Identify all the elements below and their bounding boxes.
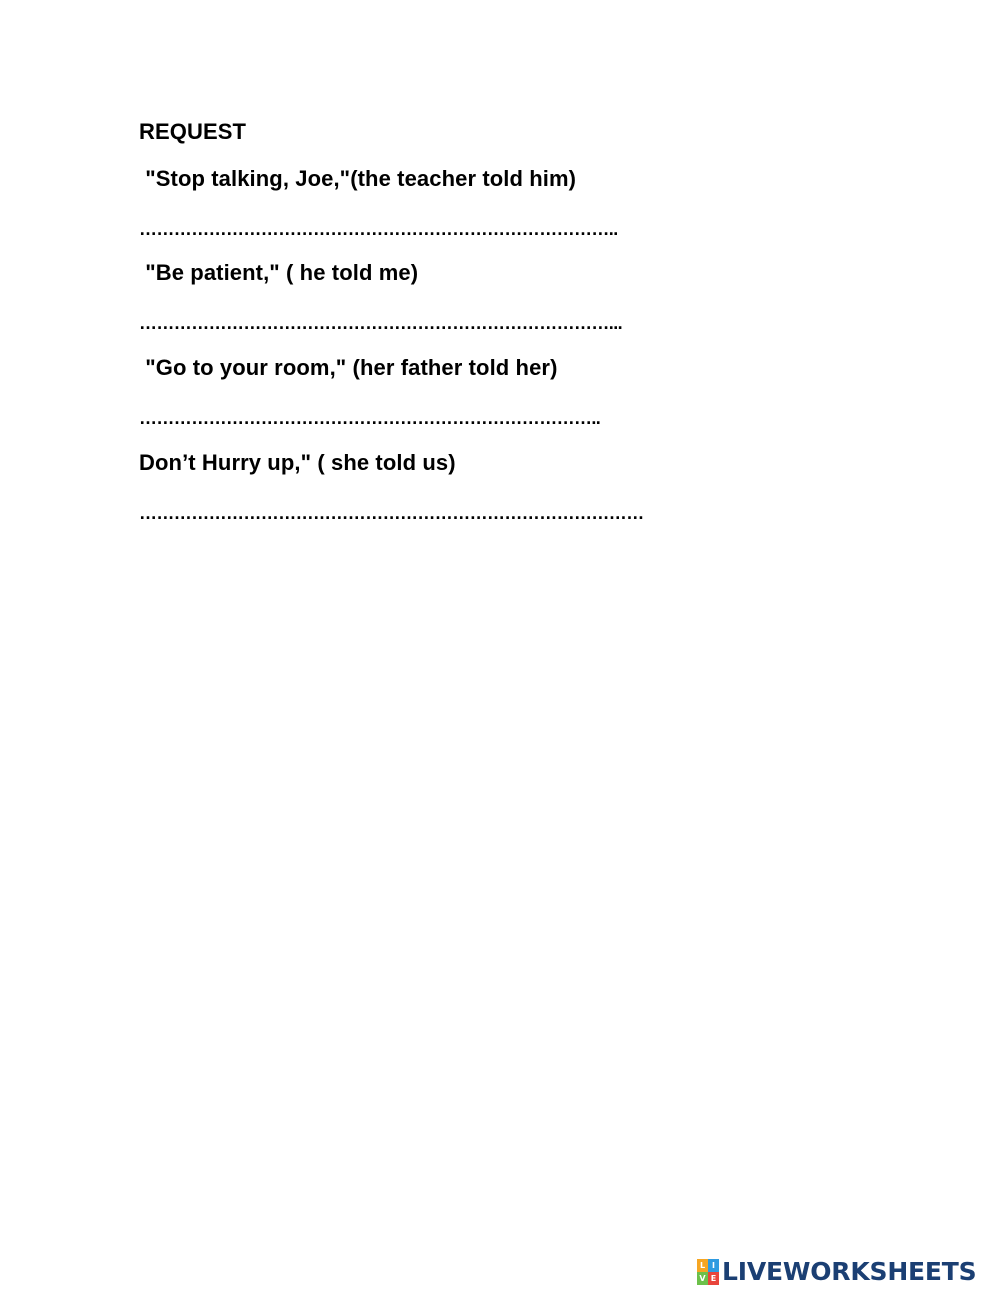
request-prompt-2: "Be patient," ( he told me) bbox=[139, 260, 419, 285]
liveworksheets-logo bbox=[697, 1258, 976, 1286]
worksheet-heading: REQUEST bbox=[139, 119, 247, 144]
logo-badge-letter: L bbox=[697, 1259, 708, 1272]
request-prompt-4: Don’t Hurry up," ( she told us) bbox=[139, 450, 456, 475]
logo-badge-letter: I bbox=[708, 1259, 719, 1272]
logo-badge-letter: V bbox=[697, 1272, 708, 1285]
answer-line-4[interactable]: …………………………………………………………………………… bbox=[139, 503, 644, 523]
answer-line-2[interactable]: ………………………………………………………………………... bbox=[139, 313, 623, 333]
request-prompt-1: "Stop talking, Joe,"(the teacher told him) bbox=[139, 166, 577, 191]
answer-line-3[interactable]: …………………………………………………………………….. bbox=[139, 408, 601, 428]
logo-badge-icon bbox=[697, 1259, 719, 1285]
logo-wordmark: LIVEWORKSHEETS bbox=[722, 1257, 977, 1286]
answer-line-1[interactable]: ……………………………………………………………………….. bbox=[139, 219, 618, 239]
logo-badge-letter: E bbox=[708, 1272, 719, 1285]
request-prompt-3: "Go to your room," (her father told her) bbox=[139, 355, 558, 380]
